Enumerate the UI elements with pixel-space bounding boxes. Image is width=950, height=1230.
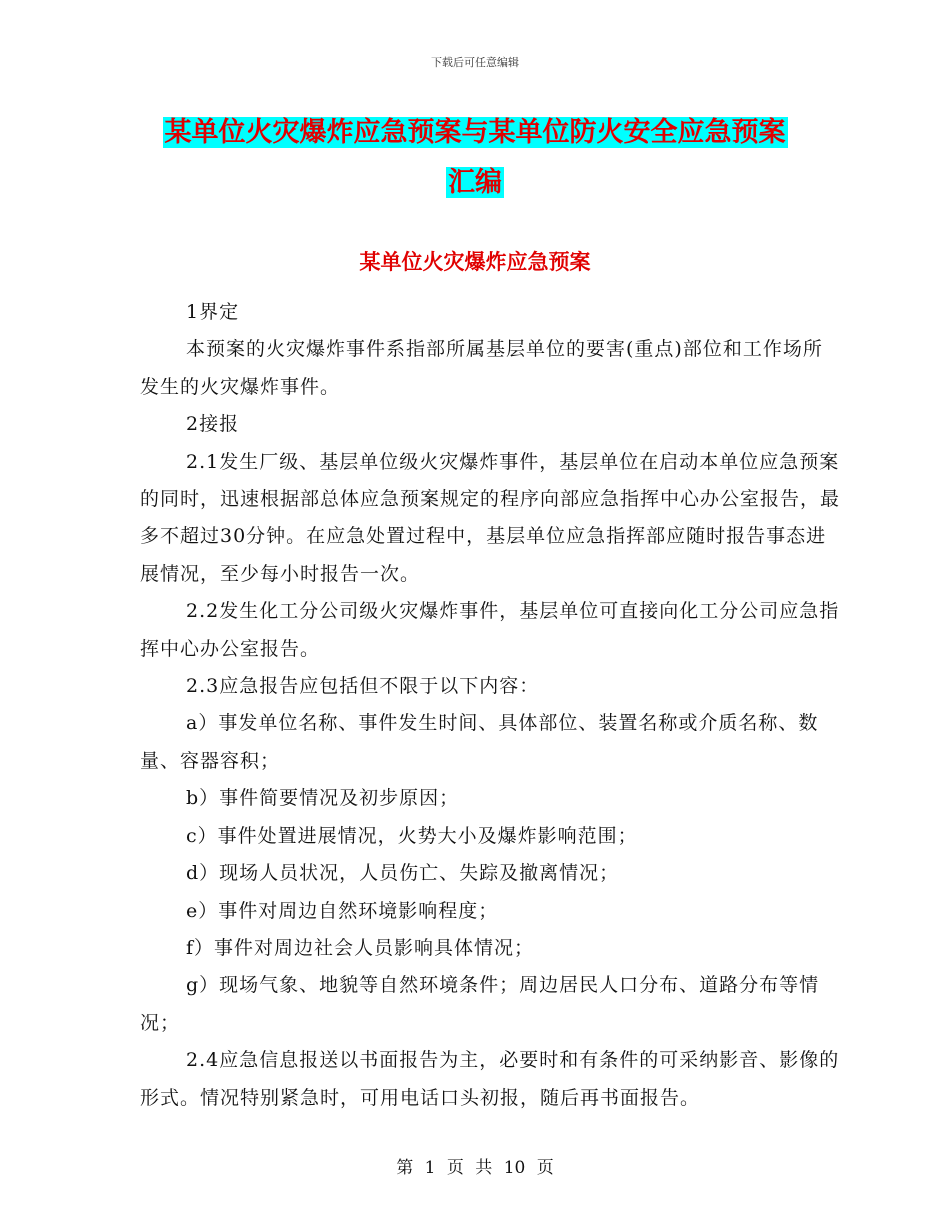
- section-title: 某单位火灾爆炸应急预案: [359, 249, 591, 274]
- paragraph: f）事件对周边社会人员影响具体情况；: [186, 936, 535, 959]
- paragraph: c）事件处置进展情况，火势大小及爆炸影响范围；: [186, 824, 638, 847]
- paragraph: g）现场气象、地貌等自然环境条件；周边居民人口分布、道路分布等情况；: [140, 974, 820, 1034]
- document-title-line-1: 某单位火灾爆炸应急预案与某单位防火安全应急预案: [164, 117, 786, 148]
- paragraph: a）事发单位名称、事件发生时间、具体部位、装置名称或介质名称、数量、容器容积；: [140, 712, 819, 772]
- paragraph: 2接报: [186, 413, 240, 436]
- paragraph: 2.3应急报告应包括但不限于以下内容：: [186, 675, 540, 698]
- paragraph: 2.1发生厂级、基层单位级火灾爆炸事件，基层单位在启动本单位应急预案的同时，迅速根据部总体应急预案规定的程序向部应急指挥中心办公室报告，最多不超过30分钟。在应急处置过程中，基层单位应急指挥部应随时报告事态进展情况，至少每小时报告一次。: [140, 450, 841, 585]
- paragraph: 2.2发生化工分公司级火灾爆炸事件，基层单位可直接向化工分公司应急指挥中心办公室报告。: [140, 600, 840, 660]
- document-title: [0, 108, 950, 208]
- paragraph: 2.4应急信息报送以书面报告为主，必要时和有条件的可采纳影音、影像的形式。情况特别紧急时，可用电话口头初报，随后再书面报告。: [140, 1049, 840, 1109]
- body-text: [140, 294, 840, 1117]
- paragraph: 1界定: [186, 301, 240, 323]
- paragraph: d）现场人员状况，人员伤亡、失踪及撤离情况；: [186, 862, 620, 885]
- paragraph: e）事件对周边自然环境影响程度；: [186, 899, 499, 922]
- paragraph: b）事件简要情况及初步原因；: [186, 787, 460, 810]
- header-note: 下载后可任意编辑: [431, 56, 519, 69]
- page-number: 第 1 页 共 10 页: [396, 1158, 554, 1178]
- paragraph: 本预案的火灾爆炸事件系指部所属基层单位的要害(重点)部位和工作场所发生的火灾爆炸事件。: [140, 338, 823, 398]
- document-title-line-2: 汇编: [448, 167, 502, 198]
